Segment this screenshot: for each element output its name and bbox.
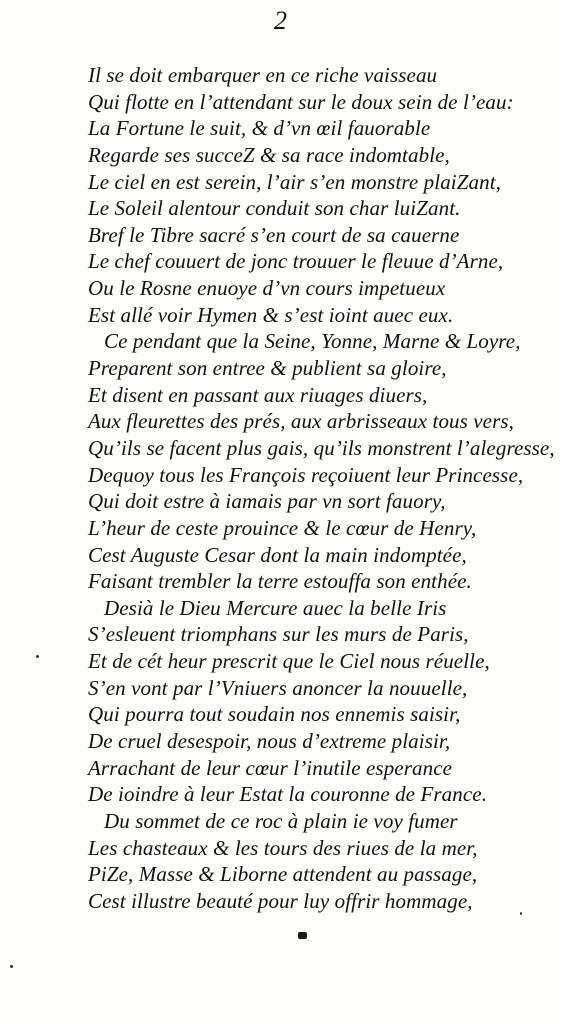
verse-line: PiZe, Masse & Liborne attendent au passage,	[88, 862, 478, 887]
printer-mark	[298, 932, 307, 939]
verse-line: Est allé voir Hymen & s’est ioint auec eux.	[88, 302, 454, 327]
verse-line: Preparent son entree & publient sa gloire,	[88, 356, 447, 381]
paper-speck	[36, 655, 39, 658]
paper-speck	[520, 912, 522, 915]
verse-line: Arrachant de leur cœur l’inutile esperance	[88, 755, 453, 780]
verse-line: L’heur de ceste prouince & le cœur de Henry,	[88, 515, 477, 540]
verse-line: Il se doit embarquer en ce riche vaisseau	[88, 63, 438, 87]
verse-line: Les chasteaux & les tours des riues de la mer,	[88, 835, 478, 860]
verse-line: Regarde ses succeZ & sa race indomtable,	[88, 142, 450, 167]
verse-line-indented: Ce pendant que la Seine, Yonne, Marne & Loyre,	[104, 329, 521, 354]
verse-line: Le ciel en est serein, l’air s’en monstre plaiZant,	[88, 169, 501, 194]
verse-line: Et de cét heur prescrit que le Ciel nous réuelle,	[88, 649, 490, 674]
verse-block	[0, 62, 561, 915]
verse-line: La Fortune le suit, & d’vn œil fauorable	[88, 116, 431, 141]
verse-line: Faisant trembler la terre estouffa son enthée.	[88, 569, 472, 594]
verse-line: Dequoy tous les François reçoiuent leur Princesse,	[88, 462, 524, 487]
verse-line-indented: Du sommet de ce roc à plain ie voy fumer	[104, 808, 458, 833]
verse-line: Le Soleil alentour conduit son char luiZant.	[88, 196, 461, 221]
verse-line: Cest Auguste Cesar dont la main indomptée,	[88, 542, 467, 567]
verse-line: De cruel desespoir, nous d’extreme plaisir,	[88, 729, 451, 754]
verse-line: Aux fleurettes des prés, aux arbrisseaux tous vers,	[88, 409, 515, 434]
verse-line: Cest illustre beauté pour luy offrir hommage,	[88, 888, 473, 913]
page-number: 2	[274, 6, 287, 35]
verse-line: Qui doit estre à iamais par vn sort fauory,	[88, 489, 446, 514]
verse-line: Ou le Rosne enuoye d’vn cours impetueux	[88, 276, 446, 301]
verse-line: Et disent en passant aux riuages diuers,	[88, 382, 428, 407]
verse-line: S’esleuent triomphans sur les murs de Paris,	[88, 622, 469, 647]
verse-line: Le chef couuert de jonc trouuer le fleuue d’Arne,	[88, 249, 504, 274]
verse-line: Qui pourra tout soudain nos ennemis saisir,	[88, 702, 461, 727]
verse-line: Qui flotte en l’attendant sur le doux sein de l’eau:	[88, 89, 514, 114]
verse-line: S’en vont par l’Vniuers anoncer la nouuelle,	[88, 675, 468, 700]
verse-line: Qu’ils se facent plus gais, qu’ils monstrent l’alegresse,	[88, 435, 555, 460]
verse-line: De ioindre à leur Estat la couronne de France.	[88, 782, 488, 807]
verse-line-indented: Desià le Dieu Mercure auec la belle Iris	[104, 595, 447, 620]
paper-speck	[10, 965, 13, 968]
verse-line: Bref le Tibre sacré s’en court de sa cauerne	[88, 222, 460, 247]
